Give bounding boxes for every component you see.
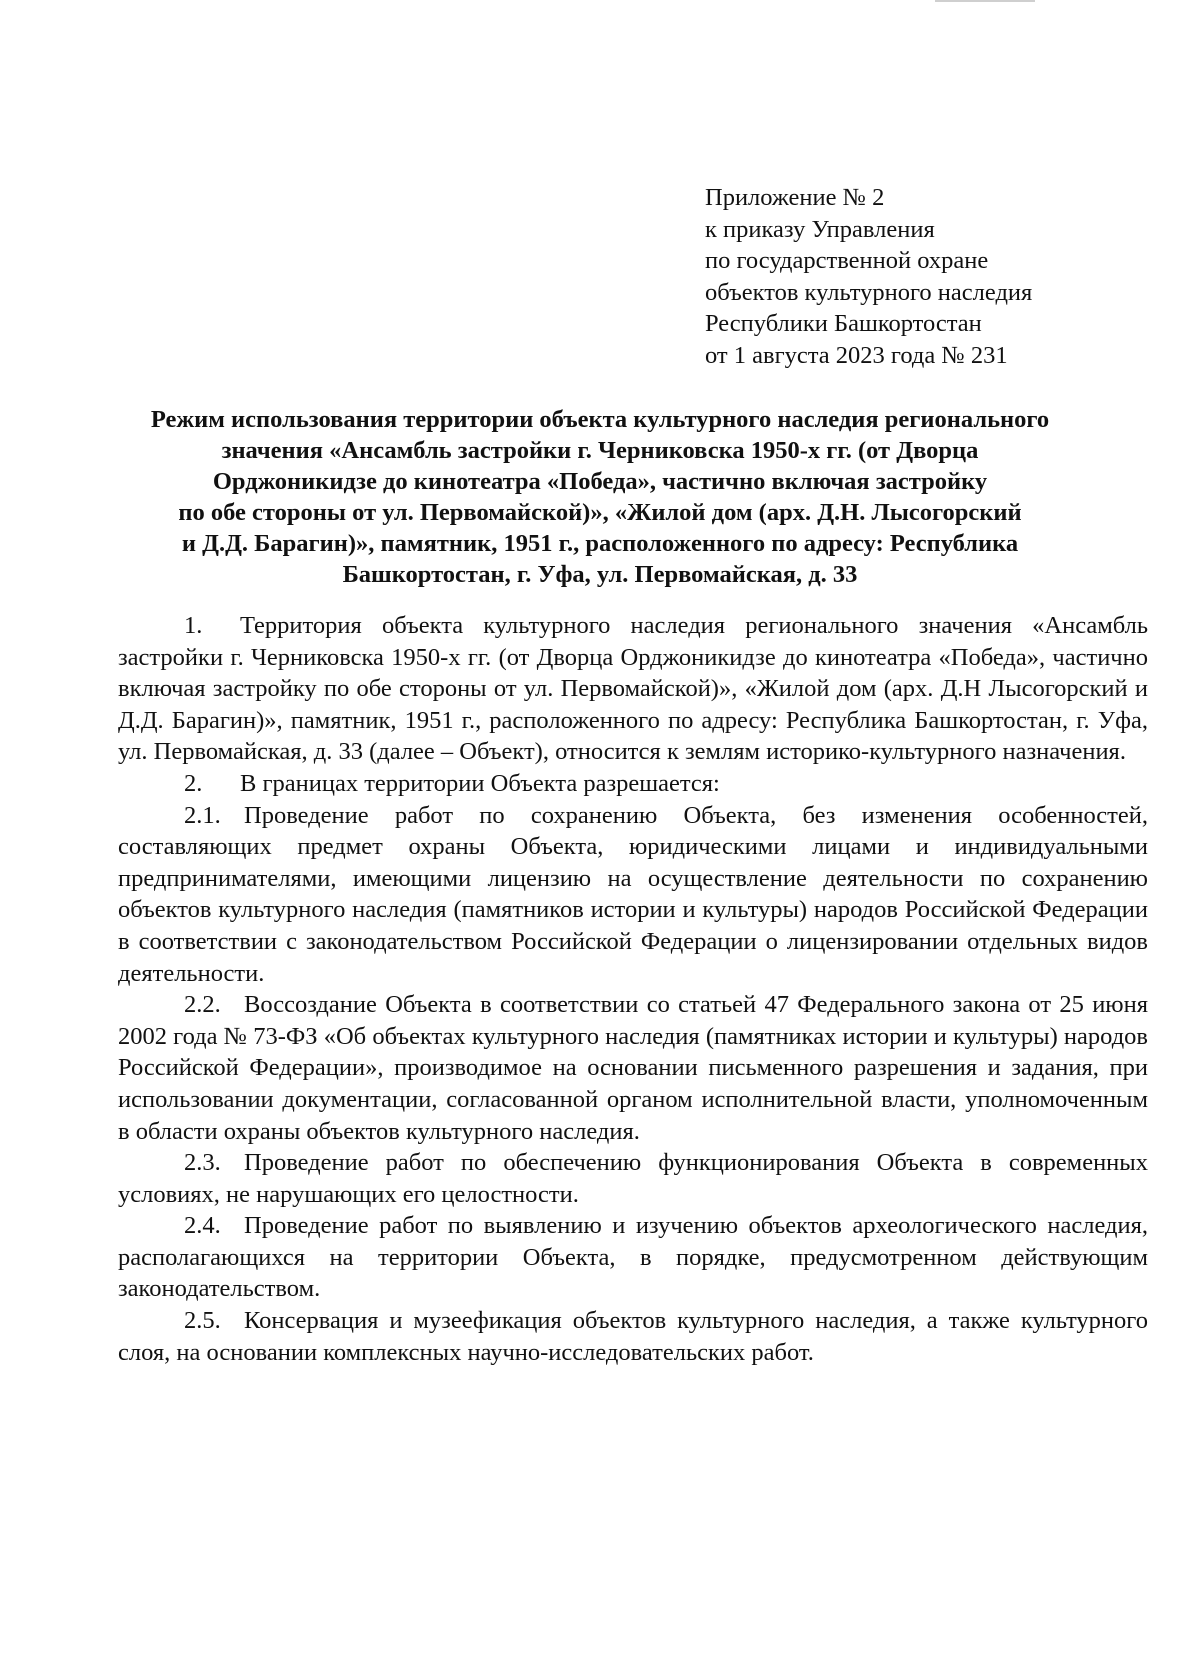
paragraph-2 [118, 768, 1148, 800]
appendix-header [705, 182, 1032, 371]
paragraph-text: Воссоздание Объекта в соответствии со статьей 47 Федерального закона от 25 июня 2002 года № 73-ФЗ «Об объектах культурного наследия (памятниках истории и культуры) народов Российской Федерации», производимое на основании письменного разрешения и задания, при использовании документации, согласованной органом исполнительной власти, уполномоченным в области охраны объектов культурного наследия. [118, 991, 1148, 1145]
paragraph-text: Проведение работ по выявлению и изучению объектов археологического наследия, располагающихся на территории Объекта, в порядке, предусмотренном действующим законодательством. [118, 1212, 1148, 1303]
paragraph-2-5 [118, 1305, 1148, 1368]
paragraph-1 [118, 610, 1148, 768]
scan-artifact-line [935, 0, 1035, 2]
title-line: Орджоникидзе до кинотеатра «Победа», частично включая застройку [212, 468, 988, 495]
paragraph-number: 2.5. [184, 1307, 221, 1335]
title-line: по обе стороны от ул. Первомайской)», «Жилой дом (арх. Д.Н. Лысогорский [178, 499, 1022, 526]
title-line: Режим использования территории объекта культурного наследия регионального [150, 406, 1050, 433]
document-body [118, 610, 1148, 1368]
paragraph-number: 2. [184, 769, 203, 797]
appendix-line: Приложение № 2 [705, 184, 885, 211]
paragraph-text: Проведение работ по обеспечению функционирования Объекта в современных условиях, не нарушающих его целостности. [118, 1149, 1148, 1208]
paragraph-number: 2.1. [184, 801, 221, 829]
title-line: значения «Ансамбль застройки г. Черниковска 1950-х гг. (от Дворца [221, 437, 979, 464]
paragraph-number: 1. [184, 612, 203, 639]
paragraph-2-1 [118, 800, 1148, 990]
paragraph-text: Территория объекта культурного наследия регионального значения «Ансамбль застройки г. Черниковска 1950-х гг. (от Дворца Орджоникидзе до кинотеатра «Победа», частично включая застройку по обе стороны от ул. Первомайской)», «Жилой дом (арх. Д.Н Лысогорский и Д.Д. Барагин)», памятник, 1951 г., расположенного по адресу: Республика Башкортостан, г. Уфа, ул. Первомайская, д. 33 (далее – Объект), относится к землям историко-культурного назначения. [118, 612, 1148, 766]
appendix-line: по государственной охране [705, 247, 989, 274]
appendix-line: Республики Башкортостан [705, 310, 982, 337]
paragraph-number: 2.4. [184, 1212, 221, 1240]
paragraph-2-3 [118, 1147, 1148, 1210]
paragraph-2-4 [118, 1210, 1148, 1305]
appendix-line: объектов культурного наследия [705, 278, 1033, 306]
paragraph-number: 2.3. [184, 1149, 221, 1177]
paragraph-text: Проведение работ по сохранению Объекта, без изменения особенностей, составляющих предмет охраны Объекта, юридическими лицами и индивидуальными предпринимателями, имеющими лицензию на осуществление деятельности по сохранению объектов культурного наследия (памятников истории и культуры) народов Российской Федерации в соответствии с законодательством Российской Федерации о лицензировании отдельных видов деятельности. [118, 801, 1148, 987]
appendix-line: к приказу Управления [705, 215, 935, 243]
title-line: Башкортостан, г. Уфа, ул. Первомайская, д. 33 [342, 561, 858, 588]
title-line: и Д.Д. Барагин)», памятник, 1951 г., расположенного по адресу: Республика [181, 530, 1019, 557]
paragraph-text: В границах территории Объекта разрешается: [240, 769, 720, 797]
paragraph-2-2 [118, 989, 1148, 1147]
document-title [60, 404, 1140, 590]
paragraph-number: 2.2. [184, 991, 221, 1019]
appendix-line: от 1 августа 2023 года № 231 [705, 341, 1008, 369]
paragraph-text: Консервация и музеефикация объектов культурного наследия, а также культурного слоя, на основании комплексных научно-исследовательских работ. [118, 1307, 1148, 1366]
